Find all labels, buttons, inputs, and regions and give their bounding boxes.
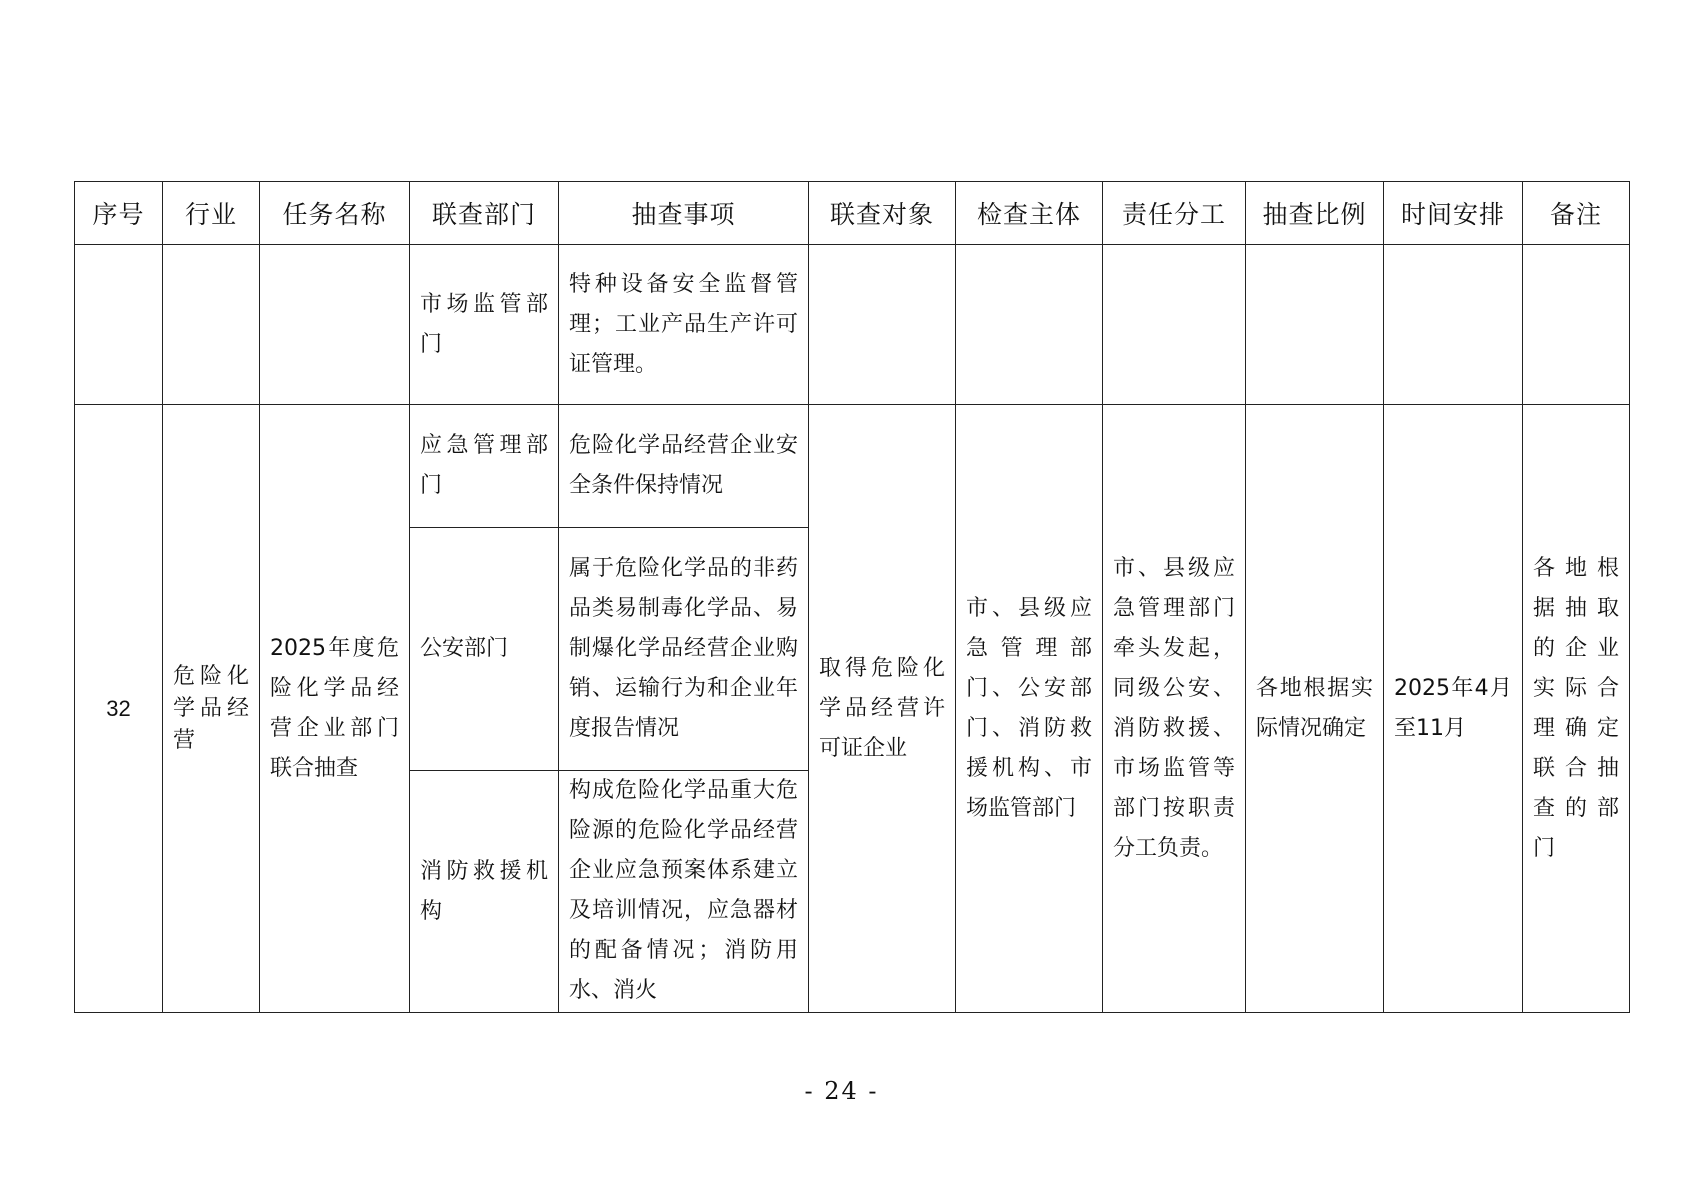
industry-cell: 危险化学品经营: [173, 663, 249, 753]
table-cell: [809, 245, 956, 405]
table-cell: [1246, 405, 1384, 1013]
table-cell: [410, 771, 559, 1013]
header-item: 抽查事项: [559, 182, 809, 245]
table-cell: [410, 405, 559, 528]
table-cell: [163, 245, 260, 405]
header-ratio: 抽查比例: [1246, 182, 1384, 245]
schedule-cell: 2025年4月至11月: [1394, 675, 1512, 741]
header-responsibility: 责任分工: [1103, 182, 1246, 245]
table-cell: [1384, 245, 1523, 405]
table-cell: [260, 405, 410, 1013]
header-department: 联查部门: [410, 182, 559, 245]
table-cell: [410, 245, 559, 405]
header-object: 联查对象: [809, 182, 956, 245]
item-cell: 特种设备安全监督管理；工业产品生产许可证管理。: [569, 271, 798, 377]
remark-cell: 各地根据抽取的企业实际合理确定联合抽查的部门: [1533, 555, 1619, 861]
table-cell: [260, 245, 410, 405]
header-index: 序号: [75, 182, 163, 245]
table-cell: [1523, 245, 1630, 405]
table-cell: [1246, 245, 1384, 405]
table-cell: [1103, 405, 1246, 1013]
department-cell: 消防救援机构: [420, 858, 548, 924]
table-cell: [559, 245, 809, 405]
page-number: - 24 -: [804, 1077, 879, 1105]
row-index: 32: [106, 695, 131, 721]
ratio-cell: 各地根据实际情况确定: [1256, 675, 1373, 741]
department-cell: 应急管理部门: [420, 433, 548, 498]
table-cell: [559, 528, 809, 771]
inspection-table: [74, 181, 1630, 1013]
item-cell: 构成危险化学品重大危险源的危险化学品经营企业应急预案体系建立及培训情况，应急器材的配备情况；消防用水、消火: [569, 778, 798, 1003]
table-cell: [1103, 245, 1246, 405]
item-cell: 危险化学品经营企业安全条件保持情况: [569, 433, 798, 498]
header-industry: 行业: [163, 182, 260, 245]
table-cell: [1384, 405, 1523, 1013]
department-cell: 公安部门: [420, 636, 509, 661]
table-cell: [809, 405, 956, 1013]
header-schedule: 时间安排: [1384, 182, 1523, 245]
table-row: [75, 405, 1630, 528]
responsibility-cell: 市、县级应急管理部门牵头发起，同级公安、消防救援、市场监管等部门按职责分工负责。: [1113, 555, 1235, 861]
table-cell: [559, 405, 809, 528]
header-remark: 备注: [1523, 182, 1630, 245]
header-row: [75, 182, 1630, 245]
department-cell: 市场监管部门: [420, 291, 548, 357]
header-task: 任务名称: [260, 182, 410, 245]
header-inspector: 检查主体: [956, 182, 1103, 245]
inspector-cell: 市、县级应急管理部门、公安部门、消防救援机构、市场监管部门: [966, 595, 1092, 821]
table-cell: [956, 245, 1103, 405]
table-cell: [75, 245, 163, 405]
table-cell: [559, 771, 809, 1013]
table-cell: [75, 405, 163, 1013]
table-row: [75, 245, 1630, 405]
table-cell: [410, 528, 559, 771]
object-cell: 取得危险化学品经营许可证企业: [819, 655, 945, 761]
table-cell: [956, 405, 1103, 1013]
table-cell: [163, 405, 260, 1013]
table-cell: [1523, 405, 1630, 1013]
task-cell: 2025年度危险化学品经营企业部门联合抽查: [270, 635, 399, 781]
item-cell: 属于危险化学品的非药品类易制毒化学品、易制爆化学品经营企业购销、运输行为和企业年度报告情况: [569, 556, 798, 741]
